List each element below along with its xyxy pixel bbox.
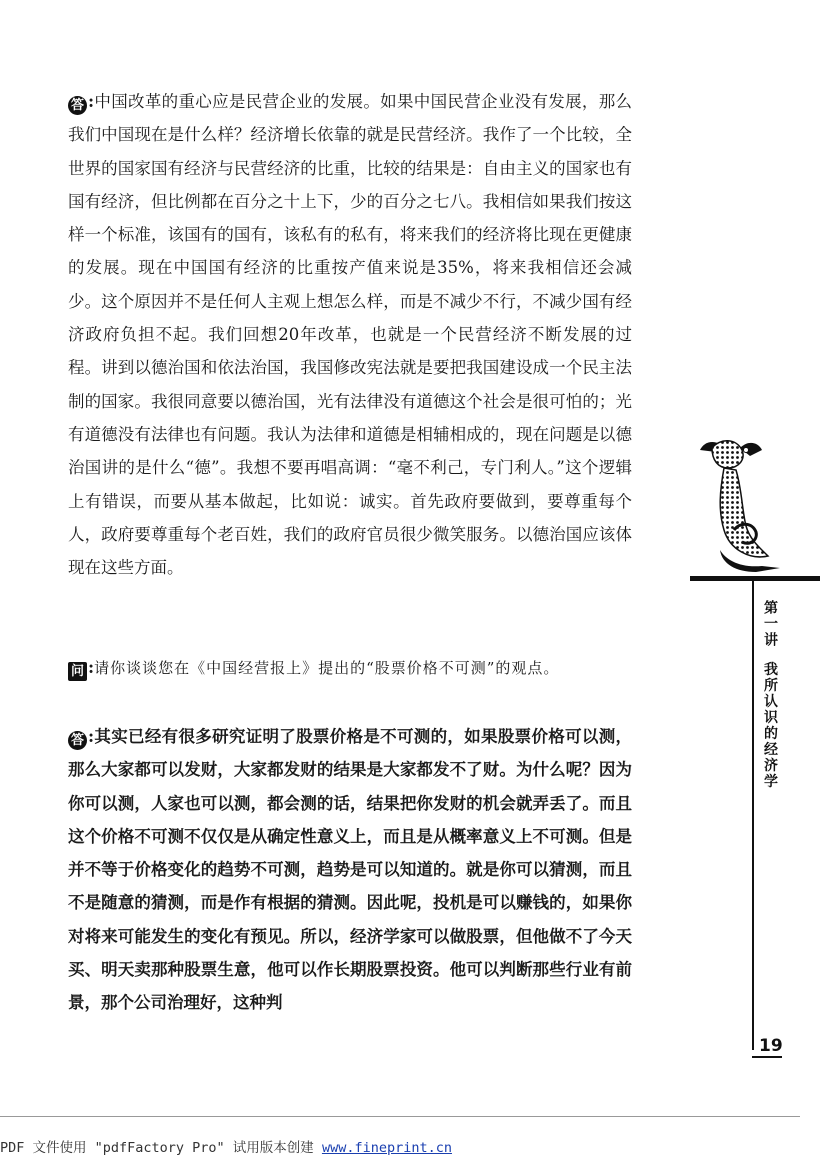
footer-rule (0, 1116, 800, 1117)
answer-paragraph-1: 答 :中国改革的重心应是民营企业的发展。如果中国民营企业没有发展，那么我们中国现在是什么样？经济增长依靠的就是民营经济。我作了一个比较，全世界的国家国有经济与民营经济的比重，比较的结果是：自由主义的国家也有国有经济，但比例都在百分之十上下，少的百分之七八。我相信如果我们按这样一个标准，该国有的国有，该私有的私有，将来我们的经济将比现在更健康的发展。现在中国国有经济的比重按产值来说是35%，将来我相信还会减少。这个原因并不是任何人主观上想怎么样，而是不减少不行，不减少国有经济政府负担不起。我们回想20年改革，也就是一个民营经济不断发展的过程。讲到以德治国和依法治国，我国修改宪法就是要把我国建设成一个民主法制的国家。我很同意要以德治国，光有法律没有道德这个社会是很可怕的；光有道德没有法律也有问题。我认为法律和道德是相辅相成的，现在问题是以德治国讲的是什么“德”。我想不要再唱高调：“毫不利己，专门利人。”这个逻辑上有错误，而要从基本做起，比如说：诚实。首先政府要做到，要尊重每个人，政府要尊重每个老百姓，我们的政府官员很少微笑服务。以德治国应该体现在这些方面。 (68, 92, 632, 578)
bird-illustration-icon (690, 430, 790, 580)
footer-text: PDF 文件使用 "pdfFactory Pro" 试用版本创建 (0, 1140, 322, 1156)
chapter-side-tab (757, 600, 779, 790)
chapter-title: 我所认识的经济学 (762, 661, 778, 790)
tab-vertical-rule (752, 580, 754, 1050)
question-paragraph: 问 :请你谈谈您在《中国经营报上》提出的“股票价格不可测”的观点。 (68, 651, 632, 685)
answer-paragraph-2: 答 :其实已经有很多研究证明了股票价格是不可测的，如果股票价格可以测，那么大家都可以发财，大家都发财的结果是大家都发不了财。为什么呢？因为你可以测，人家也可以测，都会测的话，结果把你发财的机会就弄丢了。而且这个价格不可测不仅仅是从确定性意义上，而且是从概率意义上不可测。但是并不等于价格变化的趋势不可测，趋势是可以知道的。就是你可以猜测，而且不是随意的猜测，而是作有根据的猜测。因此呢，投机是可以赚钱的，如果你对将来可能发生的变化有预见。所以，经济学家可以做股票，但他做不了今天买、明天卖那种股票生意，他可以作长期股票投资。他可以判断那些行业有前景，那个公司治理好，这种判 (68, 727, 632, 1013)
question-text: 请你谈谈您在《中国经营报上》提出的“股票价格不可测”的观点。 (94, 659, 560, 677)
footer-link[interactable]: www.fineprint.cn (321, 1140, 452, 1156)
pdf-footer (0, 1136, 452, 1156)
answer-text-2: 其实已经有很多研究证明了股票价格是不可测的，如果股票价格可以测，那么大家都可以发财，大家都发财的结果是大家都发不了财。为什么呢？因为你可以测，人家也可以测，都会测的话，结果把你发财的机会就弄丢了。而且这个价格不可测不仅仅是从确定性意义上，而且是从概率意义上不可测。但是并不等于价格变化的趋势不可测，趋势是可以知道的。就是你可以猜测，而且不是随意的猜测，而是作有根据的猜测。因此呢，投机是可以赚钱的，如果你对将来可能发生的变化有预见。所以，经济学家可以做股票，但他做不了今天买、明天卖那种股票生意，他可以作长期股票投资。他可以判断那些行业有前景，那个公司治理好，这种判 (68, 727, 632, 1013)
page-number: 19 (759, 1036, 783, 1056)
chapter-number: 第一讲 (762, 600, 778, 648)
tab-top-rule (690, 576, 820, 581)
answer-marker: 答 (68, 731, 87, 750)
answer-marker: 答 (68, 96, 87, 115)
question-marker: 问 (68, 662, 87, 681)
answer-text-1: 中国改革的重心应是民营企业的发展。如果中国民营企业没有发展，那么我们中国现在是什么样？经济增长依靠的就是民营经济。我作了一个比较，全世界的国家国有经济与民营经济的比重，比较的结果是：自由主义的国家也有国有经济，但比例都在百分之十上下，少的百分之七八。我相信如果我们按这样一个标准，该国有的国有，该私有的私有，将来我们的经济将比现在更健康的发展。现在中国国有经济的比重按产值来说是35%，将来我相信还会减少。这个原因并不是任何人主观上想怎么样，而是不减少不行，不减少国有经济政府负担不起。我们回想20年改革，也就是一个民营经济不断发展的过程。讲到以德治国和依法治国，我国修改宪法就是要把我国建设成一个民主法制的国家。我很同意要以德治国，光有法律没有道德这个社会是很可怕的；光有道德没有法律也有问题。我认为法律和道德是相辅相成的，现在问题是以德治国讲的是什么“德”。我想不要再唱高调：“毫不利己，专门利人。”这个逻辑上有错误，而要从基本做起，比如说：诚实。首先政府要做到，要尊重每个人，政府要尊重每个老百姓，我们的政府官员很少微笑服务。以德治国应该体现在这些方面。 (68, 92, 632, 578)
page-number-rule (752, 1056, 782, 1058)
